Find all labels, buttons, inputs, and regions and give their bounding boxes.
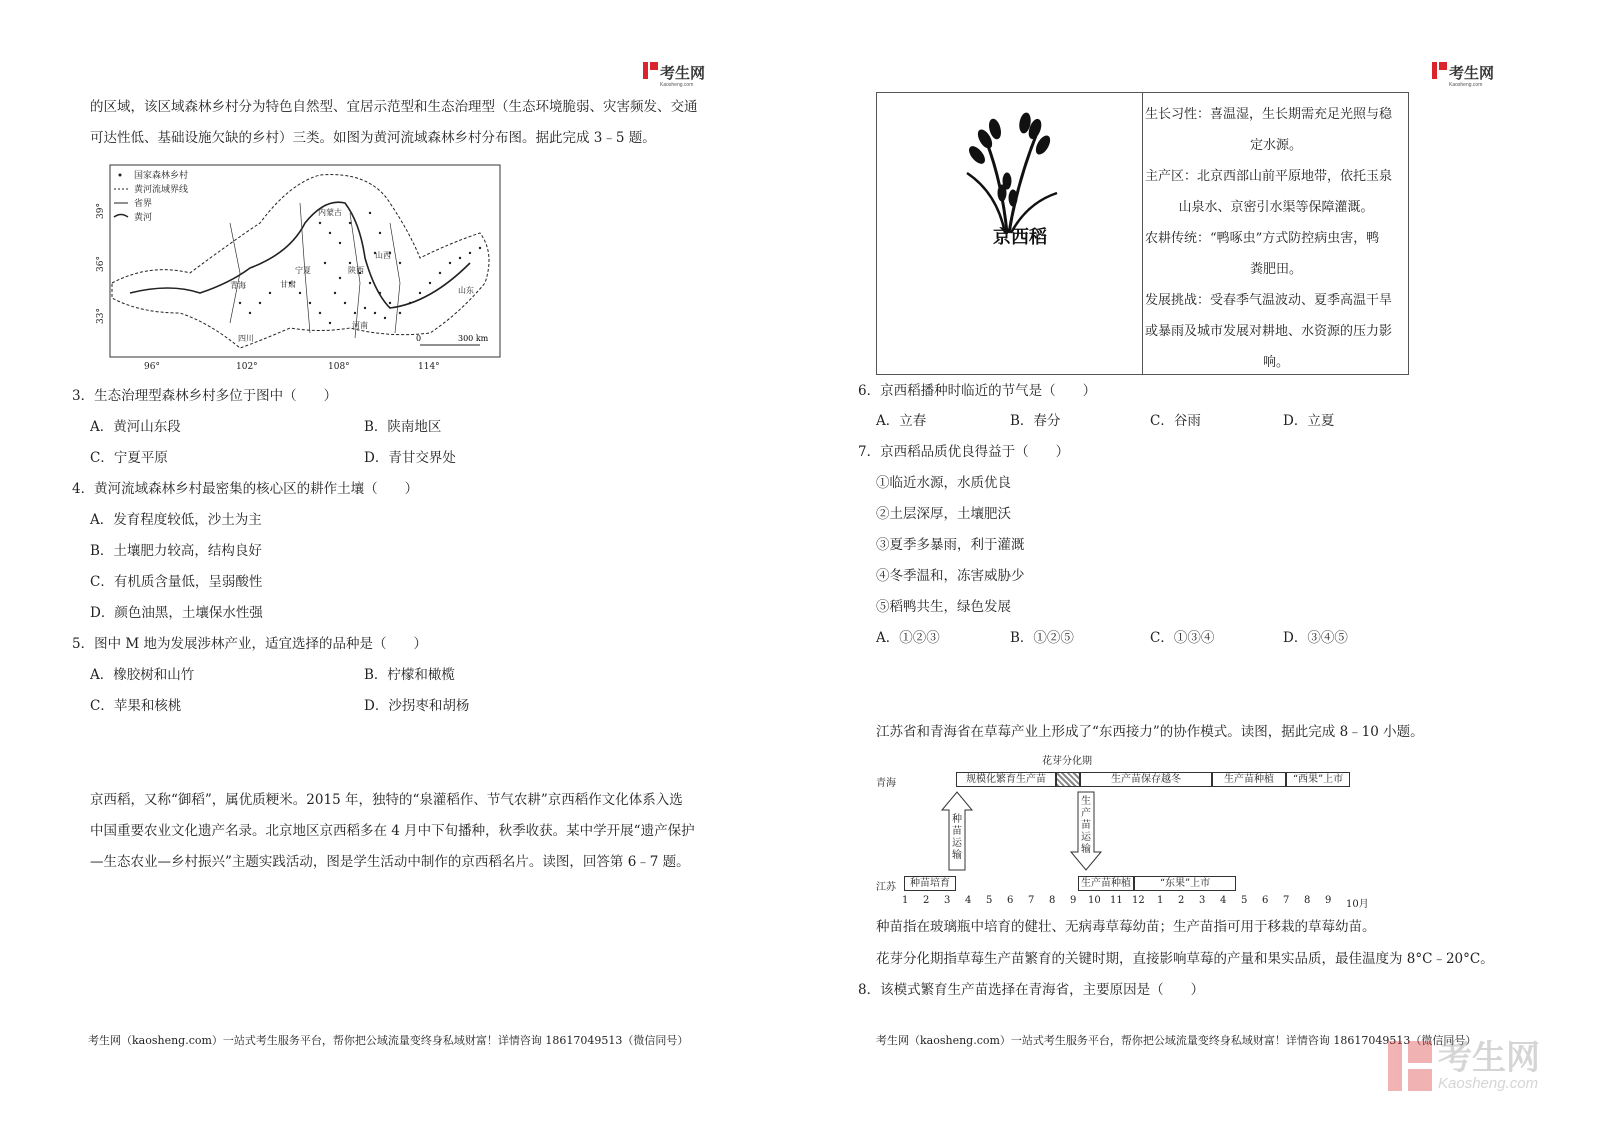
right-footer: 考生网（kaosheng.com）一站式考生服务平台，帮你把公域流量变终身私域财富！详情咨询 18617049513（微信同号）	[876, 1034, 1477, 1047]
label-shanxi: 山西	[375, 251, 391, 260]
rice-card	[876, 92, 1409, 375]
lon-114: 114°	[418, 362, 440, 372]
lat-36: 36°	[96, 256, 106, 272]
month-tick: 8	[1304, 895, 1311, 906]
card-row-2a: 主产区：北京西部山前平原地带，依托玉泉	[1145, 169, 1393, 184]
month-tick: 9	[1070, 895, 1077, 906]
kaosheng-logo	[643, 62, 705, 88]
month-tick: 10月	[1346, 899, 1369, 910]
js-segment-1: 种苗培育	[904, 876, 956, 891]
qinghai-label: 青海	[876, 778, 896, 789]
watermark-logo-icon	[1388, 1041, 1432, 1091]
qh-segment-4: “西果”上市	[1286, 772, 1350, 787]
yellow-river-map	[90, 163, 502, 373]
watermark-text: 考生网	[1438, 1039, 1540, 1077]
logo-icon	[1432, 62, 1447, 79]
month-tick: 6	[1007, 895, 1014, 906]
card-row-4b: 或暴雨及城市发展对耕地、水资源的压力影	[1145, 324, 1393, 339]
q7-item-1: ①临近水源，水质优良	[876, 475, 1011, 491]
month-tick: 9	[1325, 895, 1332, 906]
q3-option-d: D．青甘交界处	[364, 450, 456, 466]
q4-option-d: D．颜色油黑，土壤保水性强	[90, 605, 263, 621]
rice-plant-icon	[947, 103, 1067, 243]
jiangsu-label: 江苏	[876, 882, 896, 893]
card-row-3a: 农耕传统：“鸭啄虫”方式防控病虫害，鸭	[1145, 231, 1380, 246]
month-tick: 2	[1178, 895, 1185, 906]
arrow-down-label: 生产苗运输	[1081, 796, 1091, 855]
passage3: 江苏省和青海省在草莓产业上形成了“东西接力”的协作模式。读图，据此完成 8﹣10 小题。	[876, 724, 1424, 740]
label-henan: 河南	[352, 321, 368, 330]
q5-option-d: D．沙拐枣和胡杨	[364, 698, 470, 714]
js-segment-2: 生产苗种植	[1078, 876, 1134, 891]
note-2: 花芽分化期指草莓生产苗繁育的关键时期，直接影响草莓的产量和果实品质，最佳温度为 8°C﹣20°C。	[876, 951, 1494, 967]
lat-33: 33°	[96, 308, 106, 324]
qh-segment-2: 生产苗保存越冬	[1080, 772, 1212, 787]
label-gansu: 甘肃	[280, 280, 296, 289]
q4-option-a: A．发育程度较低，沙土为主	[90, 512, 262, 528]
q5-option-a: A．橡胶树和山竹	[90, 667, 195, 683]
logo-text: 考生网	[1449, 65, 1495, 82]
note-1: 种苗指在玻璃瓶中培育的健壮、无病毒草莓幼苗；生产苗指可用于移栽的草莓幼苗。	[876, 919, 1376, 935]
kaosheng-logo-right	[1432, 62, 1494, 88]
watermark-domain: Kaosheng.com	[1438, 1075, 1539, 1092]
month-tick: 11	[1110, 895, 1123, 906]
card-row-4c: 响。	[1262, 355, 1289, 370]
flower-period-label: 花芽分化期	[1042, 756, 1092, 767]
month-tick: 1	[902, 895, 909, 906]
q7-option-d: D．③④⑤	[1283, 630, 1348, 646]
qh-segment-1: 规模化繁育生产苗	[956, 772, 1056, 787]
q4-stem: 4．黄河流域森林乡村最密集的核心区的耕作土壤（ ）	[72, 481, 419, 497]
rice-card-text	[1145, 99, 1407, 378]
q4-option-c: C．有机质含量低，呈弱酸性	[90, 574, 263, 590]
arrow-up-label: 种苗运输	[952, 814, 962, 861]
month-tick: 7	[1283, 895, 1290, 906]
q3-option-c: C．宁夏平原	[90, 450, 168, 466]
label-shaanxi: 陕西	[348, 266, 364, 275]
q7-item-5: ⑤稻鸭共生，绿色发展	[876, 599, 1011, 615]
month-tick: 2	[923, 895, 930, 906]
label-ningxia: 宁夏	[295, 266, 311, 275]
flower-period-segment	[1056, 772, 1080, 787]
logo-domain: Kaosheng.com	[660, 82, 694, 88]
label-sichuan: 四川	[238, 334, 254, 343]
watermark	[1388, 1040, 1540, 1092]
q7-item-2: ②土层深厚，土壤肥沃	[876, 506, 1011, 522]
q7-stem: 7．京西稻品质优良得益于（ ）	[858, 444, 1070, 460]
scale-label: 300 km	[458, 334, 489, 343]
q6-option-c: C．谷雨	[1150, 413, 1201, 429]
q7-item-3: ③夏季多暴雨，利于灌溉	[876, 537, 1025, 553]
passage2-line-1: 京西稻，又称“御稻”，属优质粳米。2015 年，独特的“泉灌稻作、节气农耕”京西稻作文化体系入选	[90, 792, 683, 808]
card-row-3b: 粪肥田。	[1249, 262, 1302, 277]
month-tick: 5	[1241, 895, 1248, 906]
month-axis	[902, 895, 1382, 909]
logo-domain: Kaosheng.com	[1449, 82, 1483, 88]
lat-39: 39°	[96, 203, 106, 219]
lon-102: 102°	[236, 362, 258, 372]
intro-line-1: 的区域，该区域森林乡村分为特色自然型、宜居示范型和生态治理型（生态环境脆弱、灾害频发、交通	[90, 99, 698, 115]
card-row-4a: 发展挑战：受春季气温波动、夏季高温干旱	[1145, 293, 1393, 308]
q3-stem: 3．生态治理型森林乡村多位于图中（ ）	[72, 388, 338, 404]
month-tick: 4	[965, 895, 972, 906]
q5-option-c: C．苹果和核桃	[90, 698, 182, 714]
passage2-line-3: —生态农业—乡村振兴”主题实践活动，图是学生活动中制作的京西稻名片。读图，回答第 6﹣7 题。	[90, 854, 690, 870]
lon-96: 96°	[144, 362, 160, 372]
month-tick: 7	[1028, 895, 1035, 906]
lon-108: 108°	[328, 362, 350, 372]
card-row-2b: 山泉水、京密引水渠等保障灌溉。	[1178, 200, 1374, 215]
card-row-1a: 生长习性：喜温湿，生长期需充足光照与稳	[1145, 107, 1393, 122]
qh-segment-3: 生产苗种植	[1212, 772, 1286, 787]
month-tick: 10	[1088, 895, 1101, 906]
label-qinghai: 青海	[230, 281, 246, 290]
month-tick: 8	[1049, 895, 1056, 906]
card-divider	[1142, 93, 1143, 374]
q4-option-b: B．土壤肥力较高，结构良好	[90, 543, 262, 559]
q3-option-a: A．黄河山东段	[90, 419, 181, 435]
q6-option-a: A．立春	[876, 413, 927, 429]
month-tick: 3	[944, 895, 951, 906]
q5-stem: 5．图中 M 地为发展涉林产业，适宜选择的品种是（ ）	[72, 636, 427, 652]
q8-stem: 8．该模式繁育生产苗选择在青海省，主要原因是（ ）	[858, 982, 1205, 998]
left-footer: 考生网（kaosheng.com）一站式考生服务平台，帮你把公域流量变终身私域财富！详情咨询 18617049513（微信同号）	[88, 1034, 689, 1047]
month-tick: 1	[1157, 895, 1164, 906]
legend-province: 省界	[134, 199, 153, 209]
label-neimenggu: 内蒙古	[318, 208, 342, 217]
q7-option-b: B．①②⑤	[1010, 630, 1074, 646]
logo-icon	[643, 62, 658, 79]
q7-option-c: C．①③④	[1150, 630, 1215, 646]
q6-option-d: D．立夏	[1283, 413, 1335, 429]
month-tick: 3	[1199, 895, 1206, 906]
card-row-1b: 定水源。	[1249, 138, 1302, 153]
legend-village-icon	[119, 174, 122, 177]
passage2-line-2: 中国重要农业文化遗产名录。北京地区京西稻多在 4 月中下旬播种，秋季收获。某中学开展“遗产保护	[90, 823, 695, 839]
q3-option-b: B．陕南地区	[364, 419, 442, 435]
label-shandong: 山东	[458, 286, 474, 295]
month-tick: 6	[1262, 895, 1269, 906]
logo-text: 考生网	[660, 65, 706, 82]
js-segment-3: “东果”上市	[1134, 876, 1236, 891]
intro-line-2: 可达性低、基础设施欠缺的乡村）三类。如图为黄河流域森林乡村分布图。据此完成 3﹣5 题。	[90, 130, 656, 146]
month-tick: 12	[1132, 895, 1145, 906]
strawberry-timeline	[876, 752, 1369, 912]
q6-option-b: B．春分	[1010, 413, 1061, 429]
legend-basin: 黄河流域界线	[134, 185, 189, 195]
q7-option-a: A．①②③	[876, 630, 940, 646]
q5-option-b: B．柠檬和橄榄	[364, 667, 455, 683]
rice-card-name: 京西稻	[993, 227, 1047, 248]
month-tick: 4	[1220, 895, 1227, 906]
legend-village: 国家森林乡村	[134, 171, 189, 181]
q6-stem: 6．京西稻播种时临近的节气是（ ）	[858, 383, 1097, 399]
q7-item-4: ④冬季温和，冻害威胁少	[876, 568, 1025, 584]
month-tick: 5	[986, 895, 993, 906]
legend-river: 黄河	[134, 213, 153, 223]
scale-zero: 0	[416, 334, 422, 343]
